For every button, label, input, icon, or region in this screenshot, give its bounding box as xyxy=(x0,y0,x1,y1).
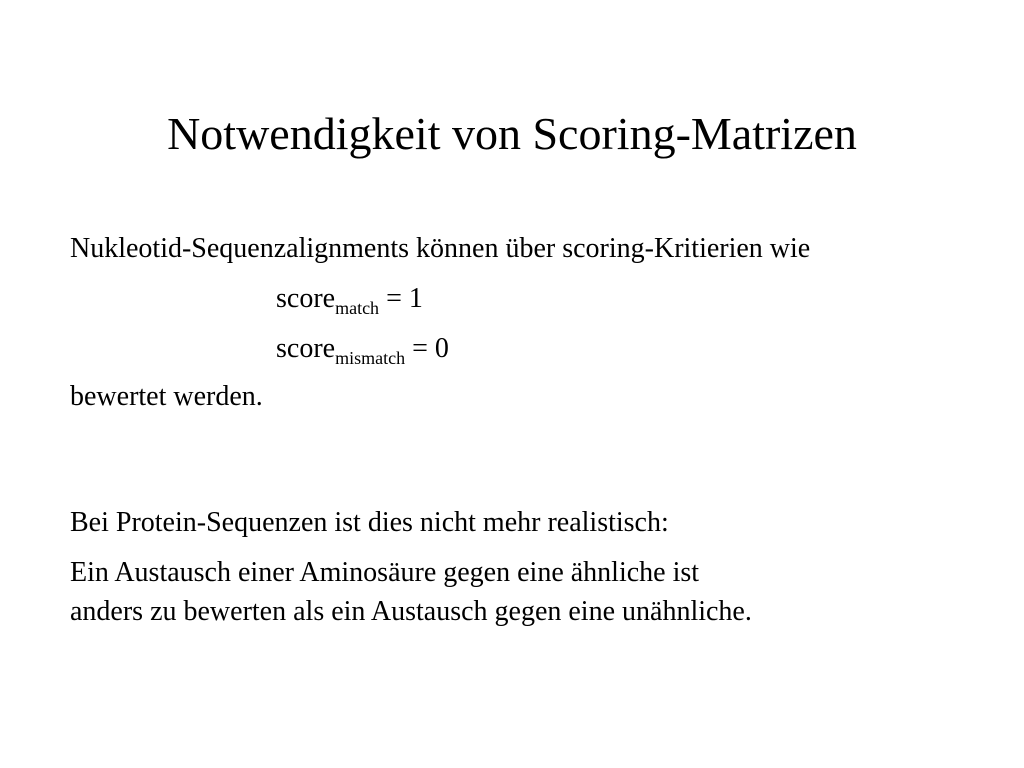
formula-match-rhs: = 1 xyxy=(379,283,423,314)
exchange-text-line-2: anders zu bewerten als ein Austausch gegen eine unähnliche. xyxy=(70,596,752,627)
formula-match-base: score xyxy=(276,283,336,314)
slide-title: Notwendigkeit von Scoring-Matrizen xyxy=(167,108,857,159)
protein-intro-text: Bei Protein-Sequenzen ist dies nicht mehr realistisch: xyxy=(70,507,669,538)
formula-match-subscript: match xyxy=(335,298,380,318)
formula-mismatch xyxy=(276,332,449,366)
formula-mismatch-base: score xyxy=(276,333,336,364)
formula-match xyxy=(276,282,423,316)
rated-text: bewertet werden. xyxy=(70,381,263,412)
formula-mismatch-rhs: = 0 xyxy=(405,333,449,364)
formula-mismatch-subscript: mismatch xyxy=(335,348,406,368)
exchange-text-line-1: Ein Austausch einer Aminosäure gegen eine ähnliche ist xyxy=(70,557,700,588)
intro-text: Nukleotid-Sequenzalignments können über scoring-Kritierien wie xyxy=(70,233,811,264)
